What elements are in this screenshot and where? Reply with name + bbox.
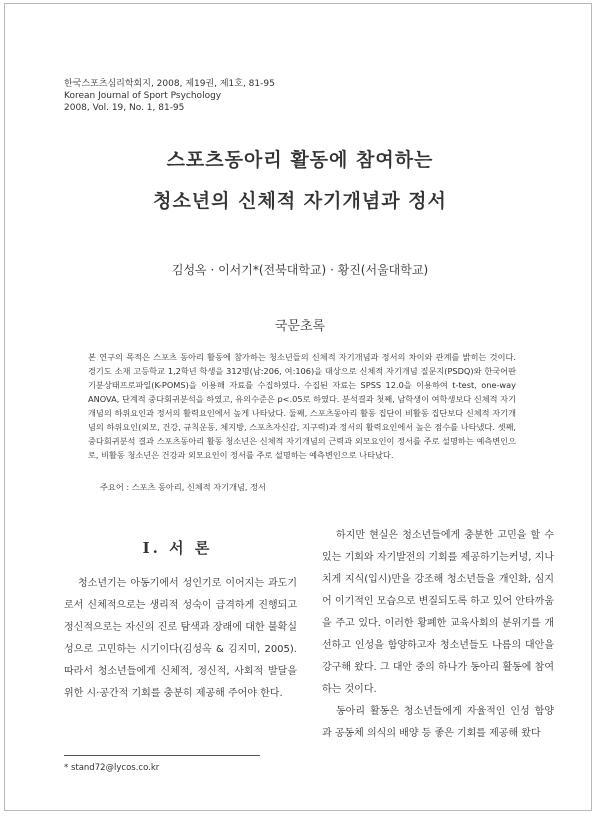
abstract-text: 본 연구의 목적은 스포츠 동아리 활동에 참가하는 청소년들의 신체적 자기개념과 정서의 차이와 관계를 밝히는 것이다. 경기도 소재 고등학교 1,2학년 학생을 312명(남:206, 여:106)을 대상으로 신체적 자기개념 질문지(PSDQ)와 한국어판 기분상태프로파일(K-POMS)을 이용해 자료를 수집하였다. 수집된 자료는 SPSS 12.0을 이용하여 t-test, one-way ANOVA, 단계적 중다회귀분석을 하였고, 유의수준은 p<.05로 하였다. 분석결과 첫째, 남학생이 여학생보다 신체적 자기개념의 하위요인과 정서의 활력요인에서 높게 나타났다. 둘째, 스포츠동아리 활동 집단이 비활동 집단보다 신체적 자기개념의 하위요인(외모, 건강, 규칙운동, 체지방, 스포츠자신감, 지구력)과 정서의 활력요인에서 높은 점수를 나타냈다. 셋째, 중다회귀분석 결과 스포츠동아리 활동 청소년은 신체적 자기개념의 근력과 외모요인이 정서를 주로 설명하는 예측변인으로, 비활동 청소년은 건강과 외모요인이 정서를 주로 설명하는 예측변인으로 나타났다. <box>88 352 516 460</box>
keywords: 주요어 : 스포츠 동아리, 신체적 자기개념, 정서 <box>100 482 266 492</box>
journal-header-line: Korean Journal of Sport Psychology <box>64 91 222 101</box>
body-column-right <box>322 525 554 745</box>
body-paragraph: 청소년기는 아동기에서 성인기로 이어지는 과도기로서 신체적으로는 생리적 성숙이 급격하게 진행되고 정신적으로는 자신의 진로 탐색과 장래에 대한 불확실성으로 고민하는 시기이다(김성옥 & 김지미, 2005). 따라서 청소년들에게 신체적, 정신적, 사회적 발달을 위한 시·공간적 기회를 충분히 제공해 주어야 한다. <box>64 578 297 699</box>
body-paragraph: 하지만 현실은 청소년들에게 충분한 고민을 할 수 있는 기회와 자기발전의 기회를 제공하기는커녕, 지나치게 지식(입시)만을 강조해 청소년들을 개인화, 심지어 이기적인 모습으로 변질되도록 하고 있어 안타까움을 주고 있다. 이러한 황폐한 교육사회의 분위기를 개선하고 인성을 함양하고자 청소년들도 나름의 대안을 강구해 왔다. 그 대안 중의 하나가 동아리 활동에 참여하는 것이다. <box>322 530 554 695</box>
journal-header <box>64 78 275 114</box>
body-column-left <box>64 573 297 705</box>
paper-title-line-1: 스포츠동아리 활동에 참여하는 <box>166 149 434 171</box>
footnote-email: * stand72@lycos.co.kr <box>64 763 160 773</box>
footnote-divider <box>64 755 260 756</box>
paper-title-line-2: 청소년의 신체적 자기개념과 정서 <box>153 190 447 212</box>
abstract-heading: 국문초록 <box>274 319 326 334</box>
journal-header-line: 한국스포츠심리학회지, 2008, 제19권, 제1호, 81-95 <box>64 79 275 89</box>
journal-header-line: 2008, Vol. 19, No. 1, 81-95 <box>64 103 185 113</box>
body-paragraph: 동아리 활동은 청소년들에게 자율적인 인성 함양과 공동체 의식의 배양 등 좋은 기회를 제공해 왔다 <box>322 706 554 739</box>
author-list: 김성옥 · 이서기*(전북대학교) · 황진(서울대학교) <box>171 263 429 277</box>
section-heading-introduction: I. 서 론 <box>142 539 213 557</box>
